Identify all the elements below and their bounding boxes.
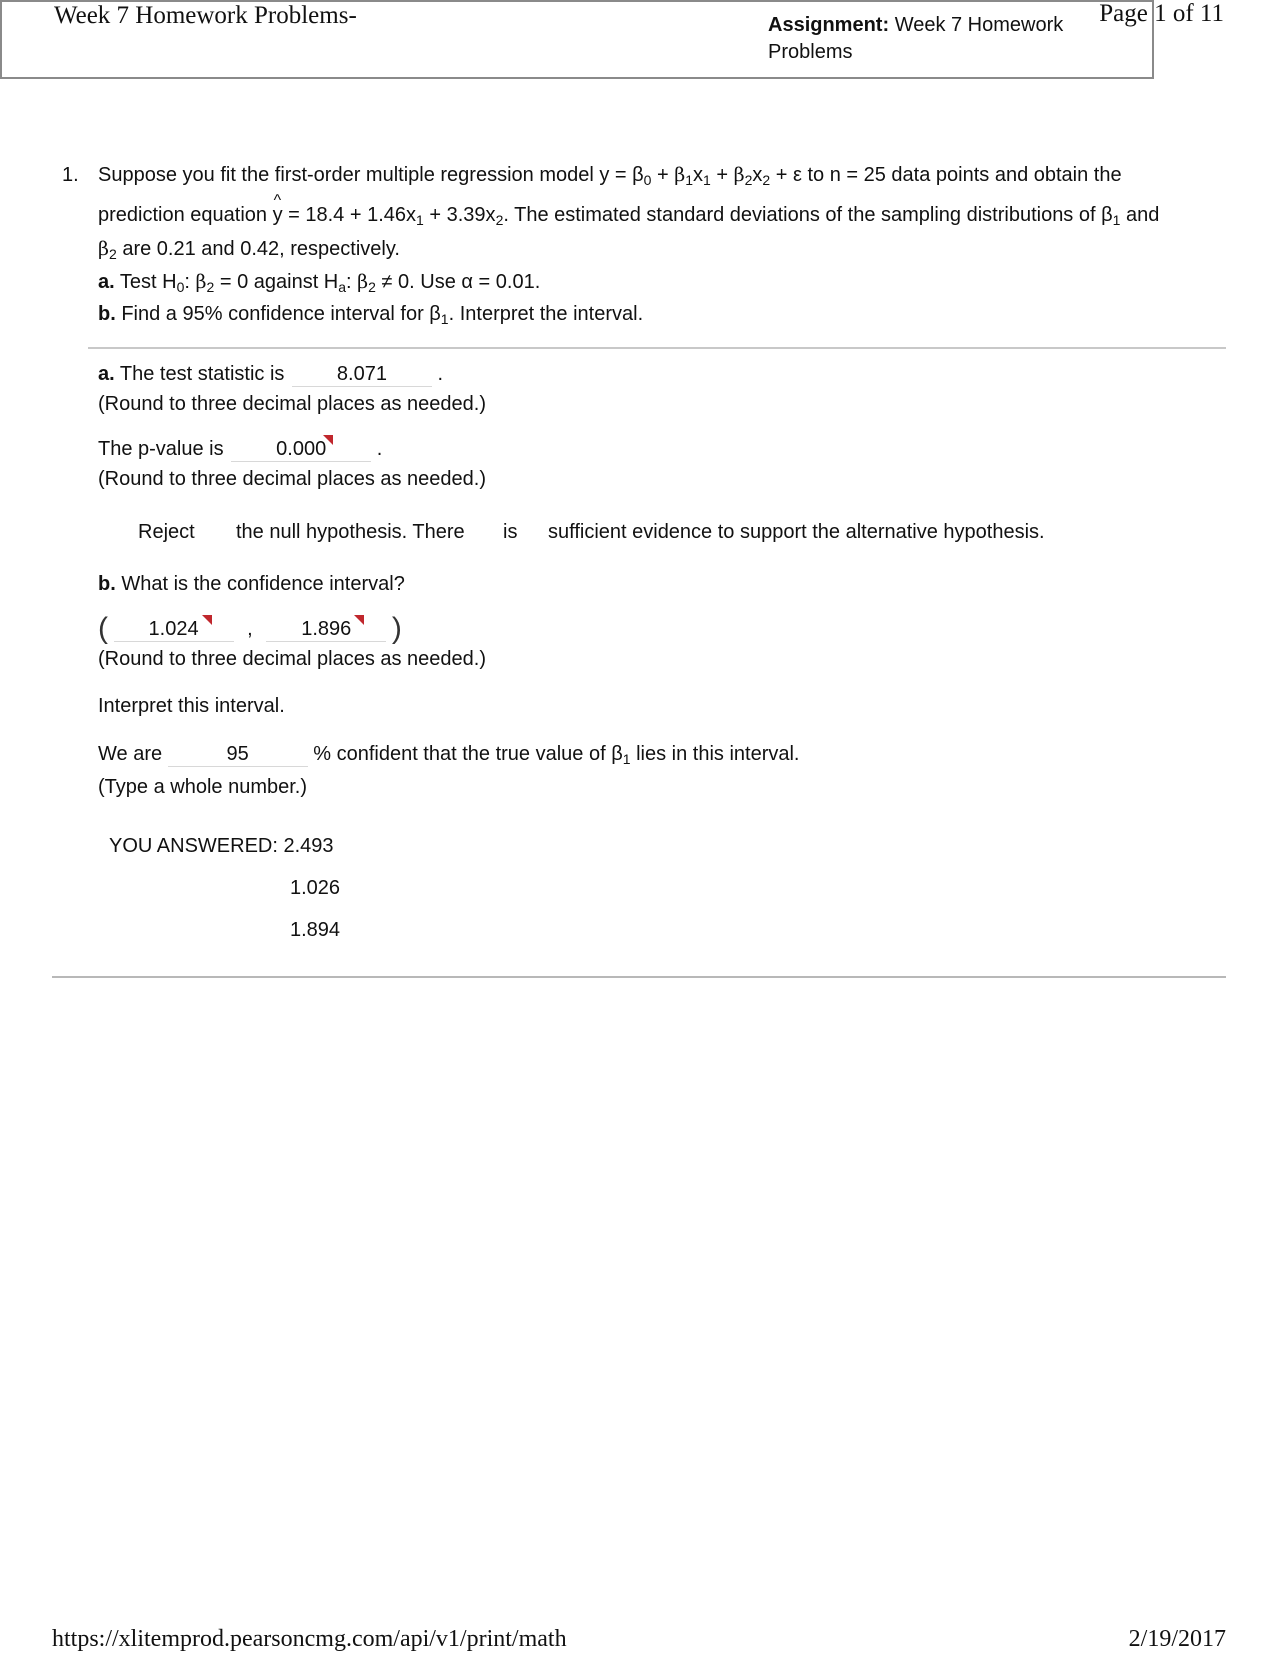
footer-date: 2/19/2017 (1128, 1626, 1226, 1652)
round-note-1: (Round to three decimal places as needed.) (98, 393, 487, 415)
confidence-field[interactable]: 95 (168, 742, 308, 767)
round-note-2: (Round to three decimal places as needed.) (98, 468, 487, 490)
divider (88, 347, 1226, 349)
incorrect-flag-icon (323, 435, 333, 445)
assignment-name: Week 7 Homework Problems (768, 14, 1064, 63)
decision-select[interactable]: Reject (138, 521, 195, 543)
test-statistic-field[interactable]: 8.071 (292, 362, 432, 387)
incorrect-flag-icon (354, 615, 364, 625)
problem-part-b: b. Find a 95% confidence interval for $\beta_1$. Interpret the interval. (98, 303, 644, 327)
test-statistic-row: a. The test statistic is 8.071 . (98, 363, 444, 385)
you-answered-value: 1.026 (290, 877, 341, 899)
confidence-row: We are 95 % confident that the true value of $\beta_1$ lies in this interval. (98, 743, 800, 767)
decision-text: the null hypothesis. There (236, 521, 465, 543)
whole-number-note: (Type a whole number.) (98, 776, 307, 798)
problem-line-3: $\beta_2$ are 0.21 and 0.42, respectively. (98, 238, 400, 262)
problem-line-2: prediction equation ^ $y = 18.4 + 1.46x_1 + 3.39x_2$. The estimated standard deviations of the sampling distributions of $\beta_1$ and (98, 203, 1159, 227)
you-answered-value: 1.894 (290, 919, 341, 941)
ci-question: b. What is the confidence interval? (98, 573, 405, 595)
footer-url: https://xlitemprod.pearsoncmg.com/api/v1/print/math (52, 1626, 567, 1652)
problem-line-1: Suppose you fit the first-order multiple regression model $y = \beta_0 + \beta_1x_1 + \beta_2x_2 + \varepsilon$ to n = 25 data points and obtain the (98, 164, 1122, 188)
interpret-label: Interpret this interval. (98, 695, 285, 717)
ci-upper-field[interactable]: 1.896 (266, 617, 386, 642)
pvalue-row: The p-value is 0.000 . (98, 437, 382, 462)
round-note-3: (Round to three decimal places as needed.) (98, 648, 487, 670)
pvalue-field[interactable]: 0.000 (231, 437, 371, 462)
incorrect-flag-icon (202, 615, 212, 625)
problem-part-a: a. Test $H_0$: $\beta_2 = 0$ against $H_a$: $\beta_2 \ne 0$. Use α = 0.01. (98, 271, 541, 295)
page-number: Page 1 of 11 (1099, 0, 1224, 27)
ci-row: ( 1.024 , 1.896 ) (98, 612, 402, 645)
assignment-label: Assignment: (768, 14, 890, 36)
header-title: Week 7 Homework Problems- (54, 2, 357, 29)
assignment-title (768, 12, 1098, 66)
ci-lower-field[interactable]: 1.024 (114, 617, 234, 642)
evidence-select[interactable]: is (503, 521, 518, 543)
decision-conclusion: sufficient evidence to support the alternative hypothesis. (548, 521, 1045, 543)
problem-number: 1. (62, 164, 79, 186)
you-answered-row: YOU ANSWERED: 2.493 (109, 835, 334, 857)
bottom-divider (52, 976, 1226, 978)
